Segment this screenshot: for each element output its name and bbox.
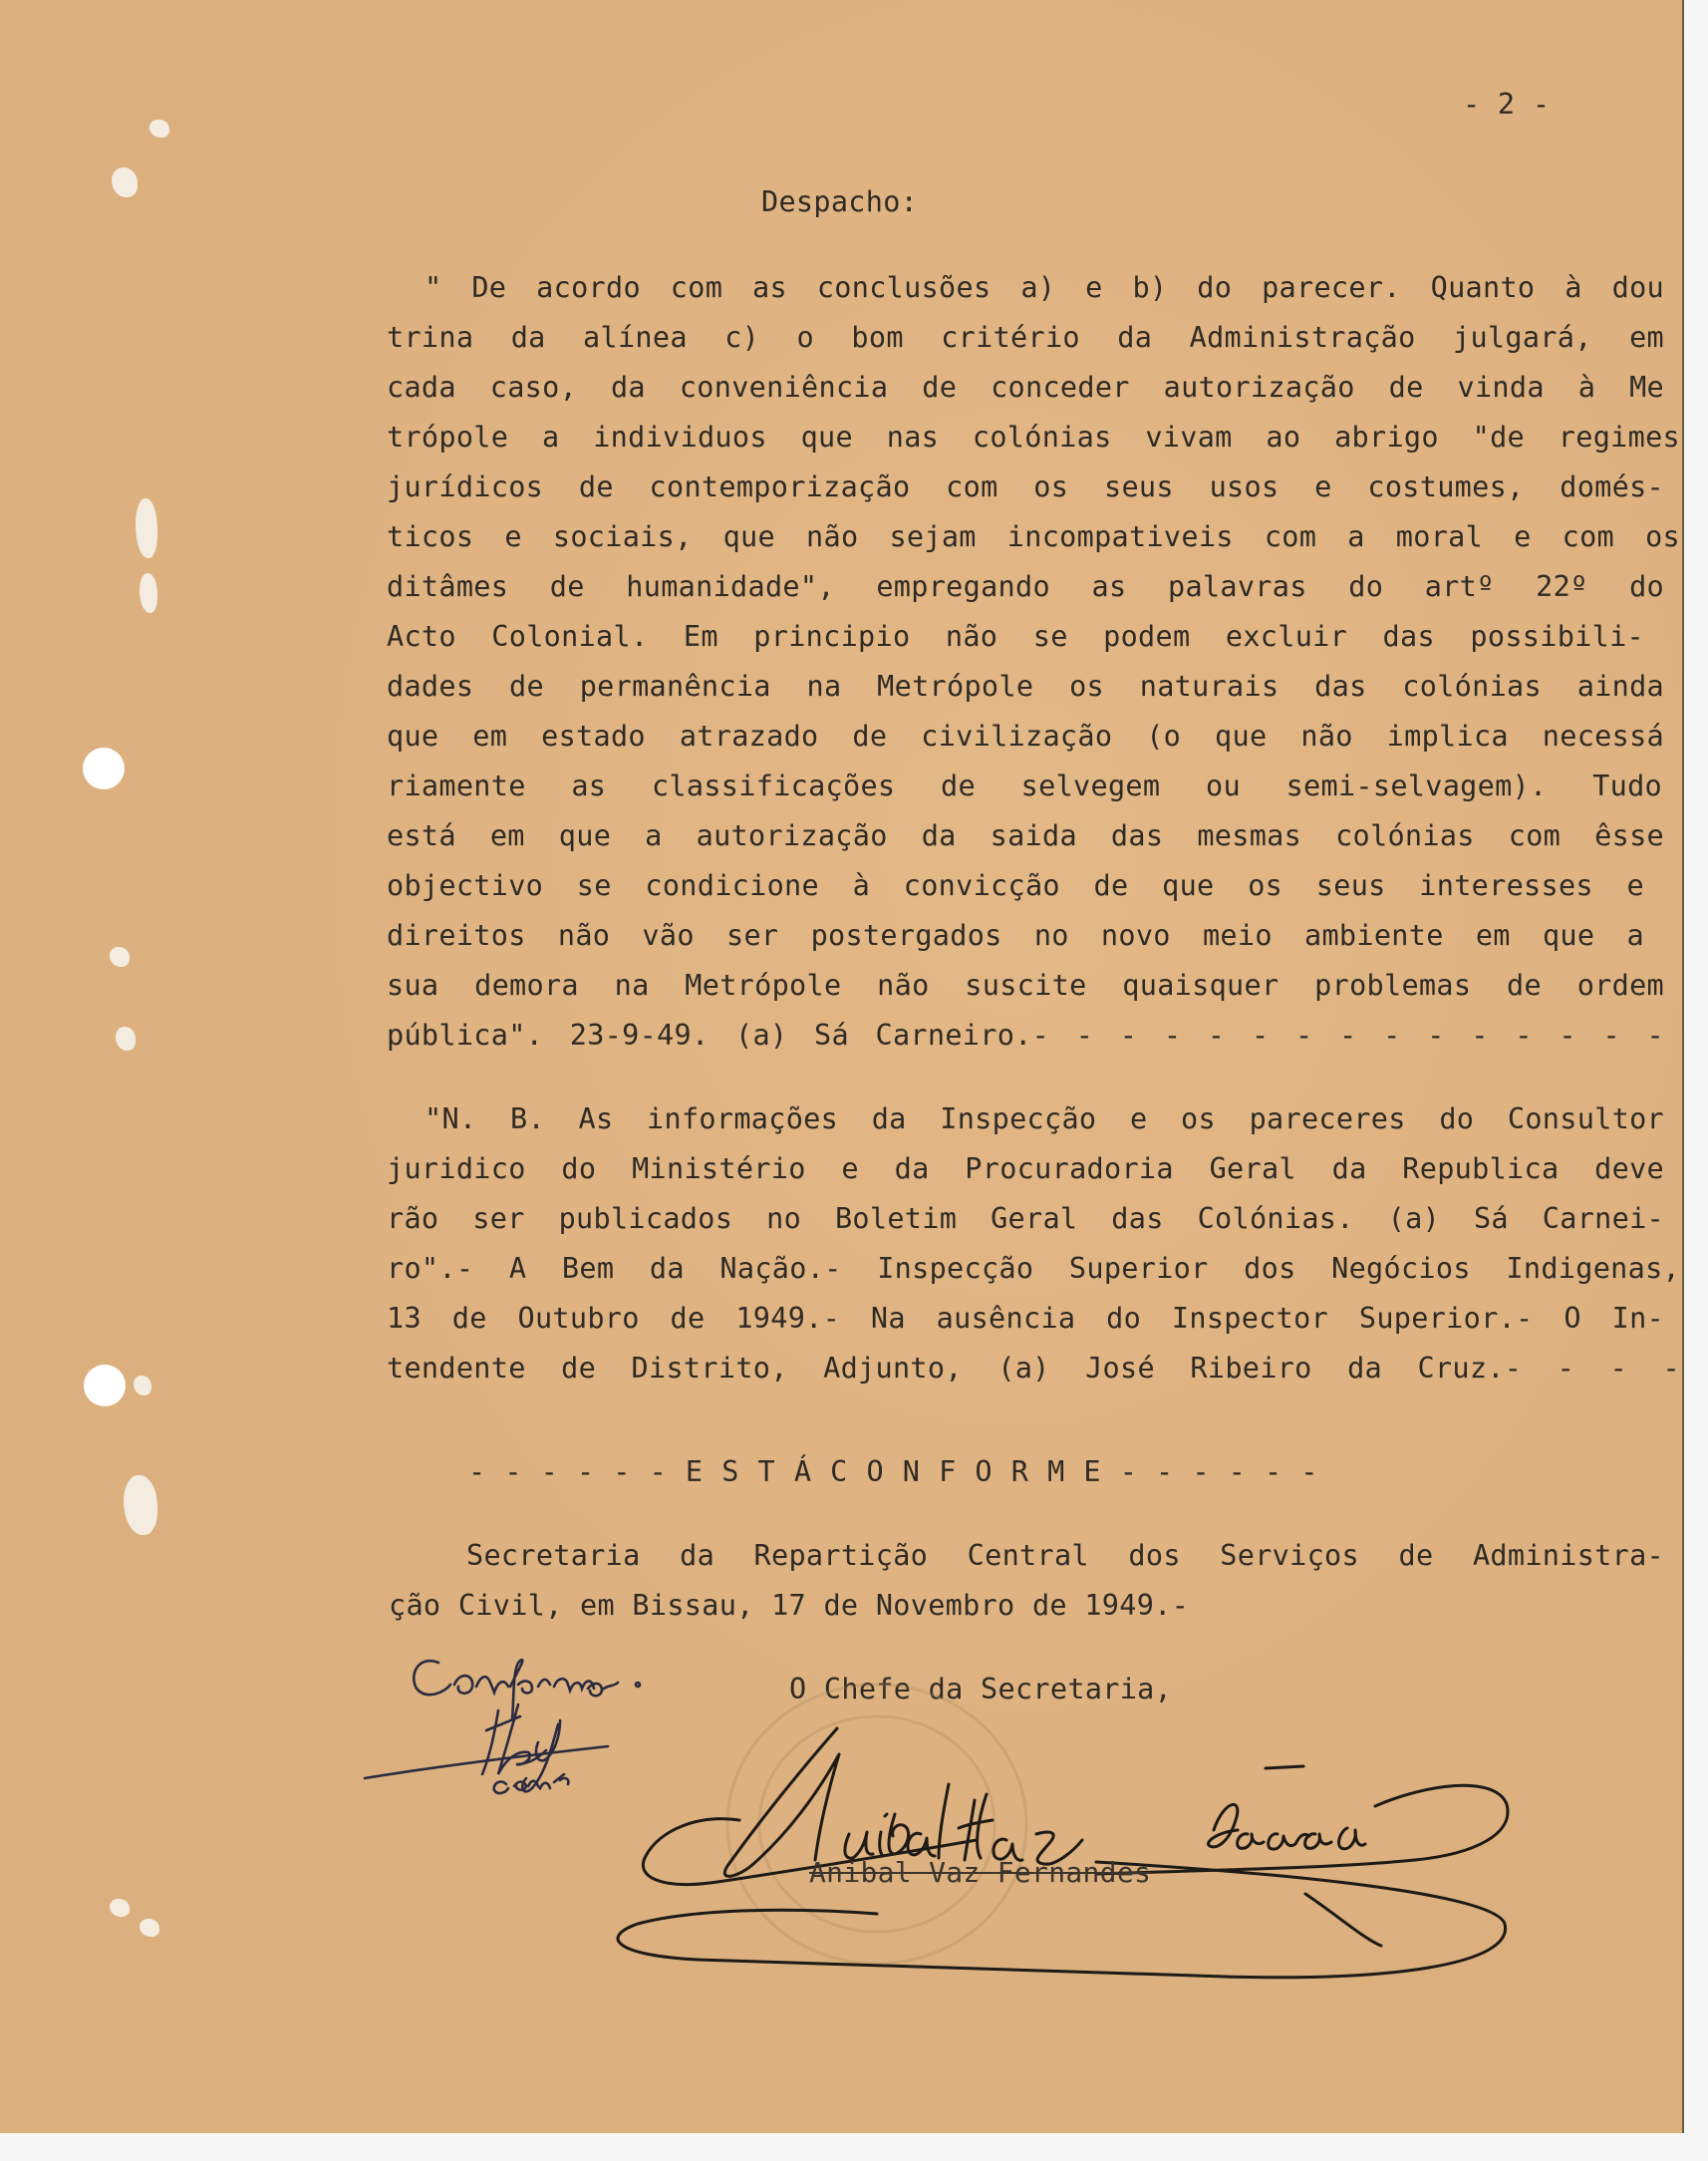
paper-wear-mark xyxy=(112,167,138,197)
esta-conforme-heading: - - - - - - E S T Á C O N F O R M E - - - - - - xyxy=(468,1455,1319,1488)
paper-wear-mark xyxy=(140,1919,159,1937)
nota-line: tendente de Distrito, Adjunto, (a) José Ribeiro da Cruz.- - - - xyxy=(387,1352,1680,1385)
despacho-line: objectivo se condicione à convicção de que os seus interesses e xyxy=(387,869,1644,902)
despacho-line: " De acordo com as conclusões a) e b) do parecer. Quanto à dou xyxy=(425,271,1664,304)
paper-wear-mark xyxy=(110,1899,130,1917)
despacho-heading: Despacho: xyxy=(761,185,919,218)
nota-line: 13 de Outubro de 1949.- Na ausência do Inspector Superior.- O In- xyxy=(387,1302,1664,1335)
secretaria-line: Secretaria da Repartição Central dos Serviços de Administra- xyxy=(466,1539,1664,1572)
despacho-line: riamente as classificações de selvegem ou semi-selvagem). Tudo xyxy=(387,770,1662,802)
despacho-line: trina da alínea c) o bom critério da Administração julgará, em xyxy=(387,321,1664,354)
nota-line: juridico do Ministério e da Procuradoria Geral da Republica deve xyxy=(387,1152,1664,1185)
despacho-line: jurídicos de contemporização com os seus usos e costumes, domés- xyxy=(387,470,1664,503)
despacho-line: dades de permanência na Metrópole os naturais das colónias ainda xyxy=(387,670,1664,703)
paper-wear-mark xyxy=(149,120,169,138)
secretaria-line: ção Civil, em Bissau, 17 de Novembro de 1949.- xyxy=(389,1589,1190,1622)
paper-wear-mark xyxy=(110,947,130,967)
despacho-line: sua demora na Metrópole não suscite quaisquer problemas de ordem xyxy=(387,969,1664,1002)
signatory-typed-name: Anibal Vaz Fernandes xyxy=(809,1856,1152,1889)
paper-wear-mark xyxy=(134,1376,151,1395)
nota-line: rão ser publicados no Boletim Geral das Colónias. (a) Sá Carnei- xyxy=(387,1202,1664,1235)
paper-wear-mark xyxy=(136,498,157,558)
paper-wear-mark xyxy=(140,573,157,613)
despacho-line: pública". 23-9-49. (a) Sá Carneiro.- - - - - - - - - - - - - - - xyxy=(387,1019,1664,1052)
despacho-line: Acto Colonial. Em principio não se podem excluir das possibili- xyxy=(387,620,1644,653)
despacho-line: está em que a autorização da saida das mesmas colónias com êsse xyxy=(387,819,1664,852)
nota-line: ro".- A Bem da Nação.- Inspecção Superior dos Negócios Indigenas, xyxy=(387,1252,1680,1285)
despacho-line: que em estado atrazado de civilização (o que não implica necessá xyxy=(387,720,1664,753)
paper-wear-mark xyxy=(116,1027,136,1051)
punch-hole xyxy=(83,748,125,789)
despacho-line: ditâmes de humanidade", empregando as palavras do artº 22º do xyxy=(387,570,1664,603)
page-number: - 2 - xyxy=(1463,88,1551,121)
nota-line: "N. B. As informações da Inspecção e os pareceres do Consultor xyxy=(425,1102,1664,1135)
despacho-line: cada caso, da conveniência de conceder autorização de vinda à Me xyxy=(387,371,1664,404)
signatory-title: O Chefe da Secretaria, xyxy=(789,1673,1173,1705)
punch-hole xyxy=(84,1365,126,1406)
scan-margin-bottom xyxy=(0,2133,1708,2161)
despacho-line: direitos não vão ser postergados no novo meio ambiente em que a xyxy=(387,919,1644,952)
despacho-line: ticos e sociais, que não sejam incompativeis com a moral e com os xyxy=(387,520,1680,553)
despacho-line: trópole a individuos que nas colónias vivam ao abrigo "de regimes xyxy=(387,421,1680,454)
scan-margin-right xyxy=(1684,0,1708,2161)
